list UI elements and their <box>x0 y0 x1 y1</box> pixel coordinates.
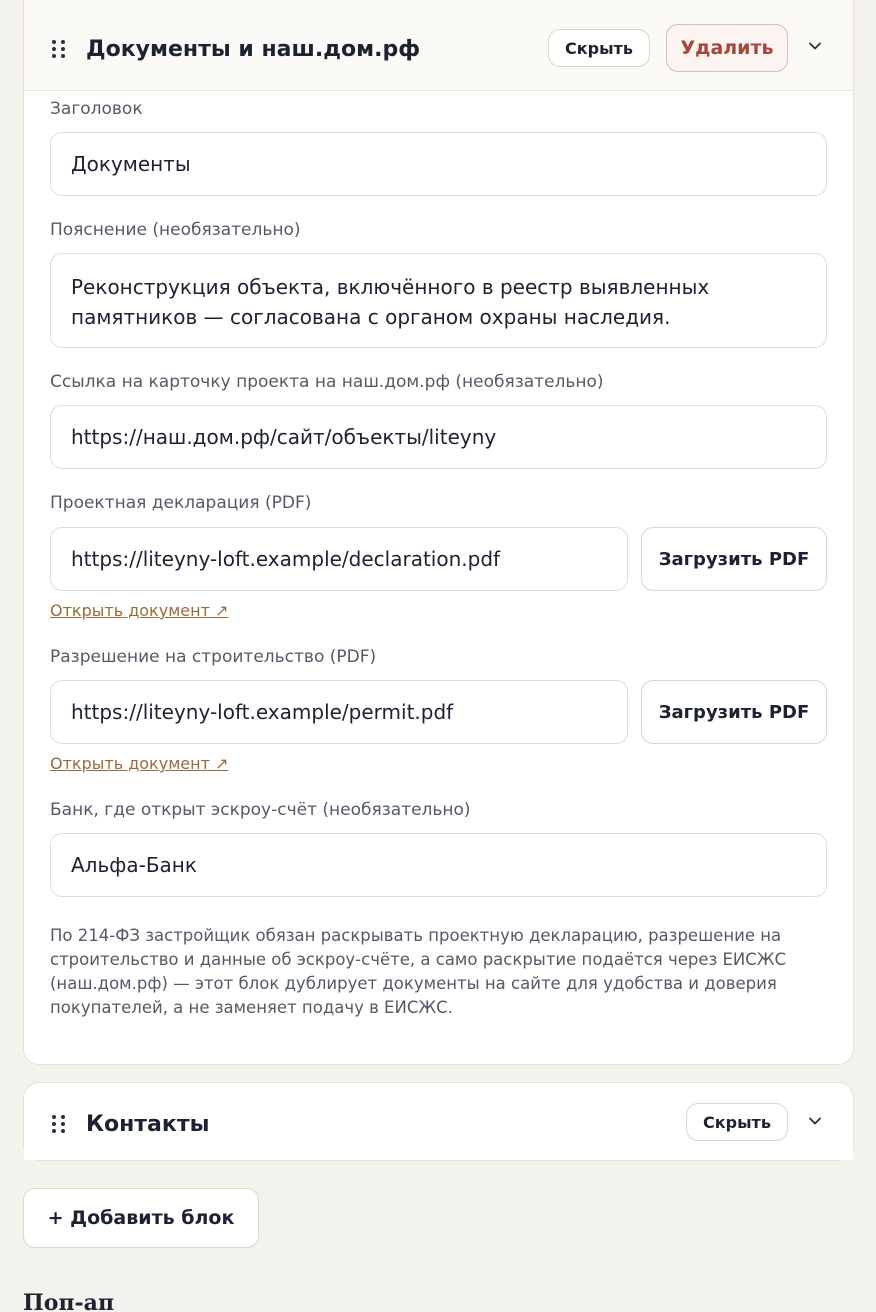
delete-button[interactable]: Удалить <box>666 24 788 72</box>
domrf-link-input[interactable]: https://наш.дом.рф/сайт/объекты/liteyny <box>50 405 827 469</box>
escrow-bank-input[interactable]: Альфа-Банк <box>50 833 827 897</box>
popup-section-heading: Поп-ап <box>23 1290 115 1312</box>
permit-input[interactable]: https://liteyny-loft.example/permit.pdf <box>50 680 628 744</box>
contacts-block-card <box>23 1082 854 1161</box>
documents-block-card <box>23 0 854 1065</box>
hide-button[interactable]: Скрыть <box>548 29 650 67</box>
declaration-open-link[interactable]: Открыть документ ↗ <box>50 601 229 620</box>
chevron-down-icon[interactable] <box>808 39 822 53</box>
permit-label: Разрешение на строительство (PDF) <box>50 647 377 667</box>
note-label: Пояснение (необязательно) <box>50 220 301 240</box>
contacts-hide-button[interactable]: Скрыть <box>686 1103 788 1141</box>
documents-block-header <box>24 0 853 91</box>
note-textarea[interactable]: Реконструкция объекта, включённого в реестр выявленных памятников — согласована с органом охраны наследия. <box>50 253 827 348</box>
add-block-button[interactable]: + Добавить блок <box>23 1188 259 1248</box>
domrf-link-label: Ссылка на карточку проекта на наш.дом.рф (необязательно) <box>50 372 604 392</box>
escrow-bank-label: Банк, где открыт эскроу-счёт (необязательно) <box>50 800 471 820</box>
declaration-input[interactable]: https://liteyny-loft.example/declaration.pdf <box>50 527 628 591</box>
drag-handle-icon[interactable] <box>52 1115 66 1133</box>
contacts-block-header <box>24 1083 853 1160</box>
declaration-upload-button[interactable]: Загрузить PDF <box>641 527 827 591</box>
drag-handle-icon[interactable] <box>52 40 66 58</box>
heading-label: Заголовок <box>50 99 143 119</box>
chevron-down-icon[interactable] <box>808 1114 822 1128</box>
contacts-block-title: Контакты <box>86 1112 210 1137</box>
permit-open-link[interactable]: Открыть документ ↗ <box>50 754 229 773</box>
heading-input[interactable]: Документы <box>50 132 827 196</box>
documents-block-title: Документы и наш.дом.рф <box>86 37 421 62</box>
law-hint-text: По 214-ФЗ застройщик обязан раскрывать проектную декларацию, разрешение на строительство и данные об эскроу-счёте, а само раскрытие подаётся через ЕИСЖС (наш.дом.рф) — этот блок дублирует документы на сайте для удобства и доверия покупателей, а не заменяет подачу в ЕИСЖС. <box>50 926 787 1017</box>
permit-upload-button[interactable]: Загрузить PDF <box>641 680 827 744</box>
declaration-label: Проектная декларация (PDF) <box>50 493 312 513</box>
